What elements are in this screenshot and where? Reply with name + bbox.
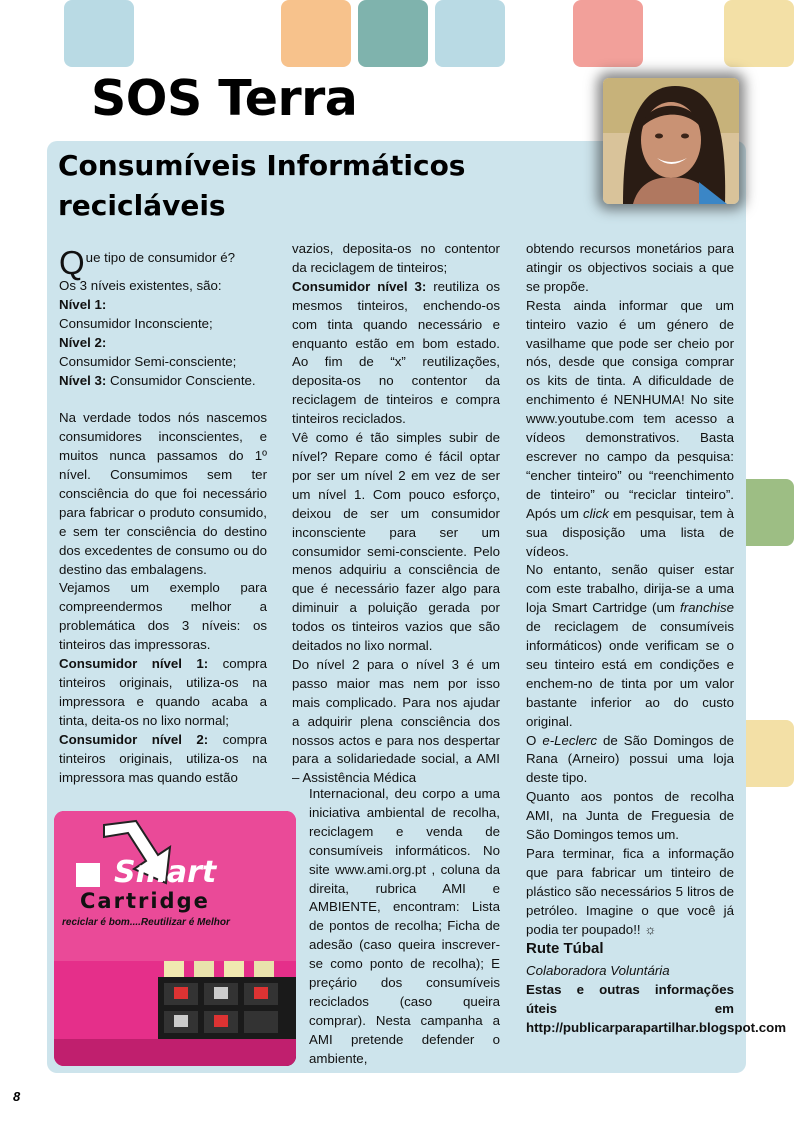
paragraph: No entanto, senão quiser estar com este trabalho, dirija-se a uma loja Smart Cartridge (um <box>526 562 734 616</box>
smart-cartridge-photo <box>54 811 296 1066</box>
store-photo-image <box>54 811 296 1066</box>
paragraph-end: de reciclagem de consumíveis informáticos) onde verificam se o seu tinteiro está em condições e enchem-no de tinta por um valor bastante inferior ao do custo original. <box>526 619 734 729</box>
paragraph-end: de São Domingos de Rana (Arneiro) possui uma loja deste tipo. <box>526 732 734 786</box>
author-role: Colaboradora Voluntária <box>526 963 670 979</box>
paragraph: Quanto aos pontos de recolha AMI, na Junta de Freguesia de São Domingos temos um. <box>526 789 734 843</box>
paragraph: vazios, deposita-os no contentor da reciclagem de tinteiros; <box>292 241 500 275</box>
consumer-level-1-text: compra tinteiros originais, utiliza-os na impressora e quando acaba a tinta, deita-os no lixo normal; <box>59 656 267 728</box>
text-column-2 <box>292 240 500 788</box>
consumer-level-2-label: Consumidor nível 2: <box>59 731 209 747</box>
author-name: Rute Túbal <box>526 939 604 957</box>
page-title: SOS Terra <box>91 70 358 127</box>
paragraph: obtendo recursos monetários para atingir os objectivos sociais a que se propõe. <box>526 241 734 294</box>
paragraph: Do nível 2 para o nível 3 é um passo maior mas nem por isso mais complicado. Para nos ajudar a adquirir plena consciência dos nossos actos e para nos despertar para a solidariedade social, a AMI – Assistência Médica <box>292 656 500 786</box>
level-3-label: Nível 3: <box>59 372 107 388</box>
more-info: Estas e outras informações úteis em http://publicarparapartilhar.blogspot.com <box>526 982 787 1036</box>
subtitle-line-2: recicláveis <box>58 189 226 222</box>
deco-square-teal <box>358 0 428 67</box>
level-2-label: Nível 2: <box>59 334 107 350</box>
consumer-level-2-text: compra tinteiros originais, utiliza-os na impressora mas quando estão <box>59 731 267 785</box>
paragraph: Na verdade todos nós nascemos consumidores inconscientes, e muitos nunca passamos do 1º nível. Consumimos sem ter consciência do que foi necessário para fabricar o produto consumido, e sem ter consciência do destino dos excedentes de consumo ou do destino das embalagens. <box>59 410 267 577</box>
consumer-level-1-label: Consumidor nível 1: <box>59 656 209 672</box>
deco-square-pink <box>573 0 643 67</box>
paragraph-end: em pesquisar, tem à sua disposição uma lista de vídeos. <box>526 505 734 559</box>
deco-square-yellow <box>724 0 794 67</box>
consumer-level-3-label: Consumidor nível 3: <box>292 278 427 294</box>
paragraph: Internacional, deu corpo a uma iniciativa ambiental de recolha, reciclagem e venda de consumíveis informáticos. No site www.ami.org.pt , coluna da direita, rubrica AMI e AMBIENTE, encontram: Lista de pontos de recolha; Ficha de adesão (caso queira inscrever-se como ponto de recolha); E preçário dos consumíveis reciclados (caso queira comprar). Nesta campanha a AMI pretende defender o ambiente, <box>309 786 500 1066</box>
level-1-text: Consumidor Inconsciente; <box>59 315 213 331</box>
consumer-level-3-text: reutiliza os mesmos tinteiros, enchendo-os com tinta quando necessário e enquanto estão em bom estado. Ao fim de “x” reutilizações, deposita-os no contentor da reciclagem de tinteiros e compra tinteiros reciclados. <box>292 278 500 427</box>
level-3-text: Consumidor Consciente. <box>106 372 256 388</box>
text-column-1 <box>59 244 267 787</box>
click-word: click <box>583 505 609 521</box>
text-column-2-continued <box>309 785 500 1069</box>
paragraph: Vê como é tão simples subir de nível? Repare como é fácil optar por ser um nível 2 em vez de ser um nível 1. Com pouco esforço, deixou de ser um consumidor inconsciente para ser um consumidor semi-consciente. Pelo menos adquiriu a consciência de que é necessário fazer algo para diminuir a poluição gerada por todos os tinteiros vazios que são deitados no lixo normal. <box>292 430 500 654</box>
author-photo <box>603 78 739 204</box>
paragraph: O <box>526 732 543 748</box>
subtitle-line-1: Consumíveis Informáticos <box>58 149 466 182</box>
level-2-text: Consumidor Semi-consciente; <box>59 353 237 369</box>
paragraph: Resta ainda informar que um tinteiro vazio é um género de vasilhame que pode ser cheio por nós, desde que consiga comprar os kits de tinta. A dificuldade de enchimento é NENHUMA! No site www.youtube.com tem acesso a vídeos demonstrativos. Basta escrever no campo da pesquisa: “encher tinteiro” ou “reenchimento de tinteiro” ou “reciclar tinteiro”. Após um <box>526 297 734 521</box>
deco-square-lightblue <box>435 0 505 67</box>
ad-brand-cartridge: Cartridge <box>80 889 210 913</box>
deco-square-blue <box>64 0 134 67</box>
page-number: 8 <box>13 1089 21 1104</box>
level-1-label: Nível 1: <box>59 296 107 312</box>
deco-square-orange <box>281 0 351 67</box>
article-subtitle <box>58 146 498 226</box>
ad-slogan: reciclar é bom....Reutilizar é Melhor <box>62 917 230 928</box>
leclerc-name: e-Leclerc <box>542 732 597 748</box>
ad-brand-smart: Smart <box>114 855 217 890</box>
dropcap: Q <box>59 244 85 281</box>
franchise-word: franchise <box>680 600 734 616</box>
paragraph: Para terminar, fica a informação que para fabricar um tinteiro de plástico são necessários 5 litros de petróleo. Imagine o que você já podia ter poupado!! ☼ <box>526 846 734 937</box>
intro-question: ue tipo de consumidor é? <box>85 250 235 265</box>
author-portrait-image <box>603 78 739 204</box>
paragraph: Vejamos um exemplo para compreendermos melhor a problemática dos 3 níveis: os tinteiros das impressoras. <box>59 580 267 653</box>
text-column-3 <box>526 240 787 1038</box>
levels-intro: Os 3 níveis existentes, são: <box>59 278 222 293</box>
